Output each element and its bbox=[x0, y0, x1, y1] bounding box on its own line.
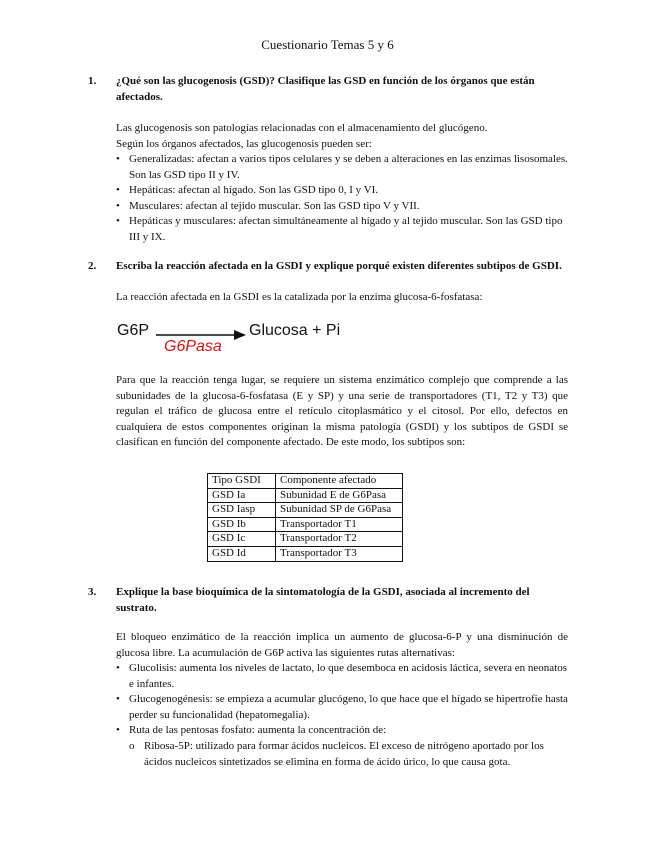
reaction-enzyme: G6Pasa bbox=[164, 338, 222, 355]
table-cell: Subunidad SP de G6Pasa bbox=[276, 503, 403, 518]
gsdi-subtypes-table bbox=[207, 473, 403, 562]
document-title: Cuestionario Temas 5 y 6 bbox=[261, 37, 394, 52]
question-1-number: 1. bbox=[88, 75, 97, 87]
bullet-icon: • bbox=[116, 215, 120, 228]
q1-bullet-list bbox=[116, 152, 568, 246]
table-row bbox=[208, 517, 403, 532]
table-cell: GSD Iasp bbox=[208, 503, 276, 518]
list-item bbox=[116, 661, 568, 692]
q2-paragraph-1: La reacción afectada en la GSDI es la catalizada por la enzima glucosa-6-fosfatasa: bbox=[116, 291, 483, 303]
table-header-cell: Componente afectado bbox=[276, 474, 403, 489]
list-item-text: Hepáticas y musculares: afectan simultáneamente al hígado y al tejido muscular. Son las GSD tipo III y IX. bbox=[129, 215, 563, 243]
reaction-products: Glucosa + Pi bbox=[249, 322, 341, 339]
q2-paragraph-2: Para que la reacción tenga lugar, se requiere un sistema enzimático complejo que comprende a las subunidades de la glucosa-6-fosfatasa (E y SP) y una serie de transportadores (T1, T2 y T3) que regulan el tráfico de glucosa entre el retículo citoplasmático y el citosol. Por ello, defectos en cualquiera de estos componentes originan la misma patología (GSDI) y los subtipos de GSDI se clasifican en función del componente afectado. De este modo, los subtipos son: bbox=[116, 374, 568, 449]
question-3 bbox=[88, 585, 568, 616]
list-item bbox=[116, 152, 568, 183]
list-item bbox=[116, 692, 568, 723]
bullet-icon: • bbox=[116, 693, 120, 706]
table-cell: GSD Ia bbox=[208, 488, 276, 503]
table-cell: Subunidad E de G6Pasa bbox=[276, 488, 403, 503]
question-2-text: Escriba la reacción afectada en la GSDI y explique porqué existen diferentes subtipos de GSDI. bbox=[116, 260, 562, 272]
question-3-number: 3. bbox=[88, 586, 97, 598]
table-cell: GSD Ib bbox=[208, 517, 276, 532]
q1-paragraph-1: Las glucogenosis son patologías relacionadas con el almacenamiento del glucógeno. bbox=[116, 122, 488, 134]
list-item bbox=[116, 183, 568, 199]
list-item-text: Glucolisis: aumenta los niveles de lactato, lo que desemboca en acidosis láctica, severa en neonatos e infantes. bbox=[129, 662, 568, 690]
table-cell: Transportador T2 bbox=[276, 532, 403, 547]
bullet-icon: • bbox=[116, 199, 120, 212]
question-1 bbox=[88, 74, 568, 105]
list-item-text: Hepáticas: afectan al hígado. Son las GSD tipo 0, I y VI. bbox=[129, 184, 379, 197]
table-header-cell: Tipo GSDI bbox=[208, 474, 276, 489]
q3-bullet-list bbox=[116, 661, 568, 770]
list-item-text: Ribosa-5P: utilizado para formar ácidos nucleicos. El exceso de nitrógeno aportado por los ácidos nucleicos sintetizados se elimina en forma de ácido úrico, lo que causa gota. bbox=[144, 739, 544, 768]
list-item bbox=[116, 214, 568, 245]
q3-paragraph-1: El bloqueo enzimático de la reacción implica un aumento de glucosa-6-P y una disminución de glucosa libre. La acumulación de G6P activa las siguientes rutas alternativas: bbox=[116, 631, 568, 659]
reaction-diagram bbox=[114, 317, 354, 361]
bullet-icon: • bbox=[116, 724, 120, 737]
question-3-text: Explique la base bioquímica de la sintomatología de la GSDI, asociada al incremento del sustrato. bbox=[116, 586, 530, 614]
list-item-text: Generalizadas: afectan a varios tipos celulares y se deben a alteraciones en las enzimas lisosomales. Son las GSD tipo II y IV. bbox=[129, 153, 568, 181]
bullet-icon: • bbox=[116, 662, 120, 674]
bullet-icon: • bbox=[116, 184, 120, 197]
table-row bbox=[208, 546, 403, 561]
table-row bbox=[208, 503, 403, 518]
list-item bbox=[116, 199, 568, 215]
bullet-icon: • bbox=[116, 153, 120, 165]
list-item-text: Musculares: afectan al tejido muscular. Son las GSD tipo V y VII. bbox=[129, 199, 420, 212]
list-item bbox=[116, 739, 568, 770]
table-cell: GSD Id bbox=[208, 546, 276, 561]
table-row bbox=[208, 488, 403, 503]
q1-paragraph-2: Según los órganos afectados, las glucogenosis pueden ser: bbox=[116, 138, 372, 150]
table-cell: Transportador T3 bbox=[276, 546, 403, 561]
table-cell: Transportador T1 bbox=[276, 517, 403, 532]
question-1-text: ¿Qué son las glucogenosis (GSD)? Clasifique las GSD en función de los órganos que están afectados. bbox=[116, 75, 535, 103]
circle-bullet-icon: o bbox=[129, 739, 135, 752]
list-item bbox=[116, 723, 568, 739]
list-item-text: Glucogenogénesis: se empieza a acumular glucógeno, lo que hace que el hígado se hipertrofie hasta perder su funcionalidad (hepatomegalia). bbox=[129, 693, 568, 721]
reaction-substrate: G6P bbox=[117, 322, 150, 339]
question-2 bbox=[88, 259, 568, 275]
table-cell: GSD Ic bbox=[208, 532, 276, 547]
list-item-text: Ruta de las pentosas fosfato: aumenta la concentración de: bbox=[129, 724, 387, 737]
question-2-number: 2. bbox=[88, 260, 97, 272]
table-header-row bbox=[208, 474, 403, 489]
table-row bbox=[208, 532, 403, 547]
